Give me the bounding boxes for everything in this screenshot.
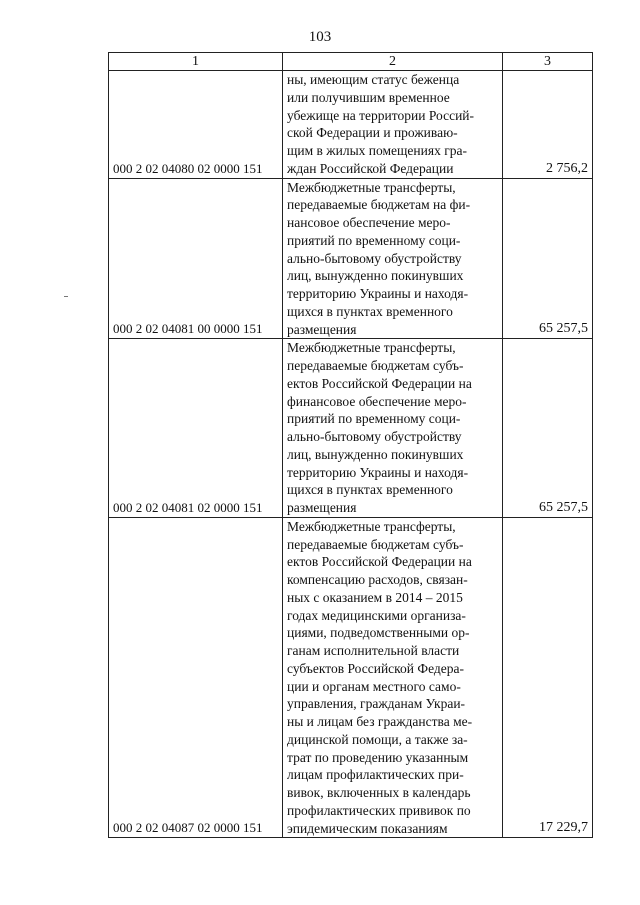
budget-code-cell: 000 2 02 04080 02 0000 151 bbox=[109, 71, 283, 179]
amount-cell: 65 257,5 bbox=[503, 178, 593, 339]
description-cell: Межбюджетные трансферты, передаваемые бюджетам субъ- ектов Российской Федерации на финансовое обеспечение меро- приятий по временному соци- ально-бытовому обустройству лиц, вынужденно покинувших территорию Украины и находя- щихся в пунктах временного размещения bbox=[283, 339, 503, 518]
table-row bbox=[109, 517, 593, 838]
stray-mark bbox=[64, 296, 68, 297]
column-header-2: 2 bbox=[283, 53, 503, 71]
page-number: 103 bbox=[308, 29, 332, 45]
description-cell: ны, имеющим статус беженца или получившим временное убежище на территории Россий- ской Федерации и проживаю- щим в жилых помещениях гра- ждан Российской Федерации bbox=[283, 71, 503, 179]
budget-code-cell: 000 2 02 04087 02 0000 151 bbox=[109, 517, 283, 838]
budget-table bbox=[108, 52, 593, 838]
budget-code-cell: 000 2 02 04081 02 0000 151 bbox=[109, 339, 283, 518]
description-cell: Межбюджетные трансферты, передаваемые бюджетам на фи- нансовое обеспечение меро- приятий по временному соци- ально-бытовому обустройству лиц, вынужденно покинувших территорию Украины и находя- щихся в пунктах временного размещения bbox=[283, 178, 503, 339]
table-row bbox=[109, 178, 593, 339]
amount-cell: 2 756,2 bbox=[503, 71, 593, 179]
table-header-row bbox=[109, 53, 593, 71]
amount-cell: 17 229,7 bbox=[503, 517, 593, 838]
column-header-1: 1 bbox=[109, 53, 283, 71]
table-row bbox=[109, 71, 593, 179]
budget-code-cell: 000 2 02 04081 00 0000 151 bbox=[109, 178, 283, 339]
description-cell: Межбюджетные трансферты, передаваемые бюджетам субъ- ектов Российской Федерации на компенсацию расходов, связан- ных с оказанием в 2014 – 2015 годах медицинскими организа- циями, подведомственными ор- ганам исполнительной власти субъектов Российской Федера- ции и органам местного само- управления, гражданам Украи- ны и лицам без гражданства ме- дицинской помощи, а также за- трат по проведению указанным лицам профилактических при- вивок, включенных в календарь профилактических прививок по эпидемическим показаниям bbox=[283, 517, 503, 838]
table-row bbox=[109, 339, 593, 518]
column-header-3: 3 bbox=[503, 53, 593, 71]
amount-cell: 65 257,5 bbox=[503, 339, 593, 518]
